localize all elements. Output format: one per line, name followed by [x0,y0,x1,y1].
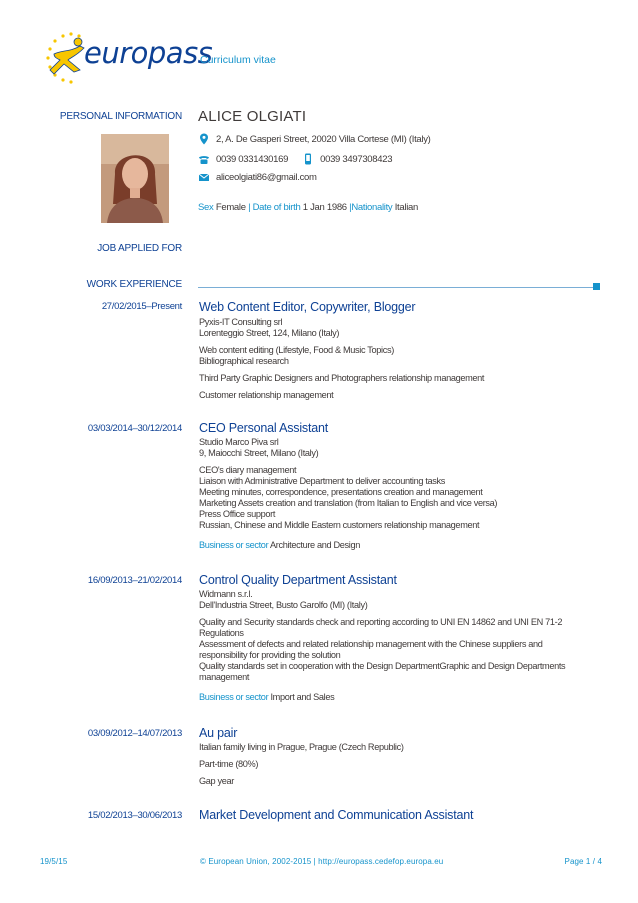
email-link[interactable]: aliceolgiati86@gmail.com [216,171,317,183]
duty-line: Quality and Security standards check and reporting according to UNI EN 14862 and UNI EN 71-2 [199,617,563,627]
footer-date: 19/5/15 [40,857,68,866]
duty-line: Assessment of defects and related relationship management with the Chinese suppliers and [199,639,543,649]
job-employer-block [199,742,599,787]
phone-text[interactable]: 0039 0331430169 [216,153,289,165]
europass-logo [40,30,213,86]
duty-line: Press Office support [199,509,276,519]
dob-label: Date of birth [252,202,301,213]
job-dates: 27/02/2015–Present [101,301,182,312]
job-employer-block [199,317,599,401]
document-title: Curriculum vitae [200,54,276,66]
duty-line: Quality standards set in cooperation with the Design DepartmentGraphic and Design Departments [199,661,566,671]
sector-label: Business or sector [199,692,269,702]
sector-value: Import and Sales [270,692,335,702]
employer-name: Widmann s.r.l. [199,589,253,599]
job-dates: 15/02/2013–30/06/2013 [87,810,182,821]
nationality-value: Italian [394,202,418,213]
duty-line: management [199,672,250,682]
email-row [198,171,317,183]
personal-details-row [198,202,418,213]
gap-year-note: Gap year [199,776,234,786]
job-title: Control Quality Department Assistant [199,573,397,587]
sex-value: Female [215,202,246,213]
address-text: 2, A. De Gasperi Street, 20020 Villa Cortese (MI) (Italy) [216,133,431,145]
employer-address: 9, Maiocchi Street, Milano (Italy) [199,448,319,458]
separator: | [349,202,352,213]
duty-line: Bibliographical research [199,356,289,366]
employer-address: Lorenteggio Street, 124, Milano (Italy) [199,328,340,338]
sector-label: Business or sector [199,540,269,550]
duty-line: Liaison with Administrative Department to deliver accounting tasks [199,476,446,486]
email-icon [198,171,210,183]
phone-row [198,153,392,165]
job-title: Market Development and Communication Assistant [199,808,474,822]
mobile-icon [302,153,314,165]
employer-name: Italian family living in Prague, Prague (Czech Republic) [199,742,404,752]
section-label-personal-information: PERSONAL INFORMATION [59,111,182,122]
section-label-work-experience: WORK EXPERIENCE [86,279,182,290]
job-dates: 03/09/2012–14/07/2013 [87,728,182,739]
job-dates: 16/09/2013–21/02/2014 [87,575,182,586]
duty-line: responsibility for providing the solution [199,650,341,660]
phone-icon [198,153,210,165]
candidate-name: ALICE OLGIATI [198,108,307,125]
profile-photo [101,134,169,223]
job-title: Web Content Editor, Copywriter, Blogger [199,300,416,314]
employer-name: Pyxis-IT Consulting srl [199,317,283,327]
duty-line: Marketing Assets creation and translation (from Italian to English and vice versa) [199,498,498,508]
separator: | [248,202,251,213]
mobile-text[interactable]: 0039 3497308423 [320,153,393,165]
section-divider [198,287,593,288]
duty-line: Customer relationship management [199,390,334,400]
nationality-label: Nationality [351,202,393,213]
duty-line: Russian, Chinese and Middle Eastern customers relationship management [199,520,480,530]
dob-value: 1 Jan 1986 [302,202,347,213]
duty-line: Regulations [199,628,244,638]
employer-name: Studio Marco Piva srl [199,437,279,447]
duty-line: Third Party Graphic Designers and Photographers relationship management [199,373,485,383]
job-title: Au pair [199,726,238,740]
job-employer-block [199,437,599,551]
job-employer-block [199,589,599,703]
employer-address: Dell'Industria Street, Busto Garolfo (MI) (Italy) [199,600,368,610]
part-time-note: Part-time (80%) [199,759,259,769]
duty-line: CEO's diary management [199,465,297,475]
job-dates: 03/03/2014–30/12/2014 [87,423,182,434]
duty-line: Meeting minutes, correspondence, presentations creation and management [199,487,483,497]
location-pin-icon [198,133,210,145]
section-divider-marker [593,283,600,290]
footer-page-number: Page 1 / 4 [564,857,602,866]
sector-value: Architecture and Design [269,540,360,550]
sex-label: Sex [198,202,214,213]
footer-copyright[interactable]: © European Union, 2002-2015 | http://europass.cedefop.europa.eu [200,857,444,866]
duty-line: Web content editing (Lifestyle, Food & Music Topics) [199,345,394,355]
logo-wordmark: europass [84,36,213,70]
section-label-job-applied-for: JOB APPLIED FOR [97,243,182,254]
address-row [198,133,431,145]
job-title: CEO Personal Assistant [199,421,328,435]
